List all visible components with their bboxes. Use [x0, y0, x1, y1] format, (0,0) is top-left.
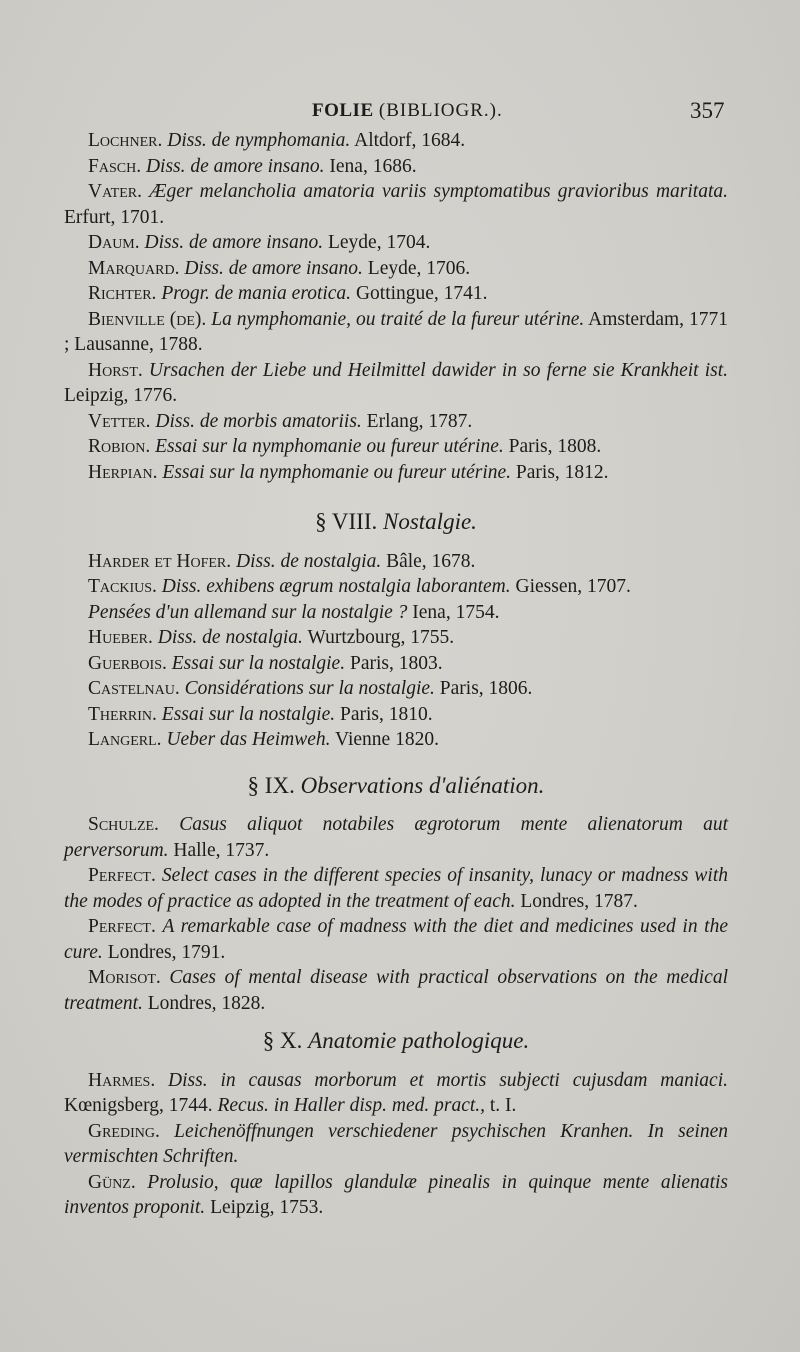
entry-title: Diss. de amore insano.	[145, 155, 325, 177]
bibliography-entry	[64, 812, 728, 863]
entry-title: Diss. de amore insano.	[144, 232, 324, 253]
entry-imprint: Giessen, 1707.	[510, 576, 631, 597]
entry-author: Horst.	[88, 359, 149, 381]
bibliography-entry	[64, 549, 728, 575]
entry-author: Hueber.	[88, 627, 158, 648]
entry-author: Guerbois.	[88, 652, 172, 674]
bibliography-entry	[64, 1170, 728, 1221]
entry-author: Vetter.	[88, 410, 156, 432]
entry-imprint: Vienne 1820.	[330, 729, 439, 750]
entry-title: Diss. de nymphomania.	[167, 130, 351, 151]
bibliography-entry	[64, 600, 728, 626]
bibliography-entry	[64, 1068, 728, 1119]
section-number: § VIII.	[315, 509, 383, 534]
entry-author: Perfect.	[88, 865, 162, 886]
entry-author: Tackius.	[88, 576, 162, 597]
running-head-title: FOLIE	[312, 100, 374, 121]
entry-author: Therrin.	[88, 703, 162, 725]
section-heading	[64, 1028, 728, 1054]
entry-title: Æger melancholia amatoria variis symptomatibus gravioribus maritata.	[149, 181, 728, 202]
entry-imprint: Iena, 1754.	[407, 601, 500, 623]
bibliography-entry	[64, 460, 728, 486]
bibliography-entry	[64, 574, 728, 600]
entry-author: Perfect.	[88, 916, 163, 937]
entry-title: Pensées d'un allemand sur la nostalgie ?	[88, 601, 408, 623]
section-number: § X.	[262, 1028, 309, 1053]
entry-author: Herpian.	[88, 461, 163, 483]
entry-title: Leichenöffnungen verschiedener psychischen Kranhen. In seinen vermischten Schriften.	[64, 1120, 729, 1167]
bibliography-entry	[64, 281, 728, 307]
entry-imprint: Leyde, 1706.	[362, 257, 471, 279]
entry-title: Progr. de mania erotica.	[161, 283, 352, 304]
section-heading	[64, 509, 728, 535]
entry-imprint: Leipzig, 1776.	[64, 385, 178, 406]
section-heading	[64, 773, 728, 799]
entry-title: Casus aliquot notabiles ægrotorum mente alienatorum aut perversorum.	[64, 814, 728, 861]
entry-imprint: Iena, 1686.	[324, 155, 417, 177]
section-title: Nostalgie.	[383, 509, 477, 534]
entry-imprint: Londres, 1787.	[515, 890, 638, 912]
bibliography-entry	[64, 128, 728, 154]
entry-imprint: Paris, 1803.	[345, 652, 443, 674]
entry-imprint: Londres, 1828.	[142, 992, 266, 1014]
entry-author: Harmes.	[88, 1069, 169, 1091]
entry-title: Essai sur la nymphomanie ou fureur utérine.	[155, 436, 504, 457]
entry-title: Essai sur la nostalgie.	[171, 652, 346, 674]
entry-author: Günz.	[88, 1171, 148, 1193]
entry-title: Essai sur la nymphomanie ou fureur utérine.	[162, 461, 512, 483]
bibliography-entry	[64, 651, 728, 677]
entry-reprint-title: Recus. in Haller disp. med. pract.,	[217, 1095, 486, 1116]
bibliography-entry	[64, 256, 728, 282]
entry-reprint-imprint: t. I.	[485, 1095, 517, 1116]
entry-author: Daum.	[88, 232, 145, 253]
entry-title: Prolusio, quæ lapillos glandulæ pinealis in quinque mente alienatis inventos proponit.	[64, 1171, 728, 1218]
bibliography-entry	[64, 727, 728, 753]
section-title: Anatomie pathologique.	[308, 1028, 530, 1053]
section-number: § IX.	[247, 772, 301, 798]
entry-title: Essai sur la nostalgie.	[161, 703, 336, 725]
entry-title: Diss. in causas morborum et mortis subjecti cujusdam maniaci.	[168, 1069, 728, 1091]
page-header	[0, 98, 800, 128]
entry-imprint: Leyde, 1704.	[323, 232, 431, 253]
bibliography-entry	[64, 358, 728, 409]
bibliography-entry	[64, 965, 728, 1016]
entry-title: Diss. de morbis amatoriis.	[155, 410, 362, 432]
running-head	[312, 100, 503, 122]
entry-imprint: Londres, 1791.	[102, 941, 226, 963]
bibliography-entry	[64, 230, 728, 256]
entry-title: La nymphomanie, ou traité de la fureur utérine.	[211, 308, 585, 330]
entry-title: Diss. de nostalgia.	[157, 627, 303, 648]
bibliography-entry	[64, 1119, 728, 1170]
entry-author: Marquard.	[88, 257, 185, 279]
entry-imprint: Halle, 1737.	[168, 839, 270, 861]
entry-imprint: Paris, 1808.	[503, 436, 602, 457]
entry-imprint: Gottingue, 1741.	[351, 283, 488, 304]
entry-author: Greding.	[88, 1120, 175, 1142]
entry-title: Select cases in the different species of insanity, lunacy or madness with the modes of practice as adopted in the treatment of each.	[64, 865, 728, 912]
entry-author: Richter.	[88, 283, 162, 304]
bibliography-entry	[64, 154, 728, 180]
entry-imprint: Paris, 1810.	[335, 703, 433, 725]
entry-imprint: Altdorf, 1684.	[350, 130, 466, 151]
entry-author: Schulze.	[88, 814, 180, 835]
bibliography-entry	[64, 625, 728, 651]
entry-author: Vater.	[88, 181, 150, 202]
entry-imprint: Kœnigsberg, 1744.	[64, 1095, 218, 1116]
entry-imprint: Paris, 1812.	[511, 461, 609, 483]
entry-title: Considérations sur la nostalgie.	[184, 678, 435, 699]
bibliography-entry	[64, 914, 728, 965]
bibliography-entry	[64, 179, 728, 230]
entry-title: Ursachen der Liebe und Heilmittel dawider in so ferne sie Krankheit ist.	[148, 359, 729, 381]
entry-title: A remarkable case of madness with the diet and medicines used in the cure.	[64, 916, 728, 963]
entry-imprint: Bâle, 1678.	[381, 550, 476, 572]
entry-title: Diss. exhibens ægrum nostalgia laborantem.	[161, 576, 511, 597]
entry-title: Ueber das Heimweh.	[166, 729, 331, 750]
entry-author: Castelnau.	[88, 678, 185, 699]
entry-title: Diss. de nostalgia.	[236, 550, 382, 572]
entry-author: Robion.	[88, 436, 156, 457]
section-title: Observations d'aliénation.	[300, 772, 545, 798]
bibliography-entry	[64, 702, 728, 728]
entry-author: Morisot.	[88, 967, 170, 988]
bibliography-entry	[64, 409, 728, 435]
entry-title: Cases of mental disease with practical observations on the medical treatment.	[64, 967, 728, 1014]
entry-imprint: Wurtzbourg, 1755.	[302, 627, 455, 648]
entry-imprint: Leipzig, 1753.	[205, 1197, 324, 1218]
bibliography-entry	[64, 434, 728, 460]
bibliography-entry	[64, 307, 728, 358]
bibliography-entry	[64, 676, 728, 702]
entry-title: Diss. de amore insano.	[184, 257, 363, 279]
entry-author: Fasch.	[88, 155, 146, 177]
entry-imprint: Erfurt, 1701.	[64, 206, 165, 228]
bibliography-body	[64, 128, 728, 1221]
entry-imprint: Paris, 1806.	[434, 678, 533, 699]
entry-author: Lochner.	[88, 130, 168, 151]
entry-imprint: Amsterdam, 1771 ; Lausanne, 1788.	[64, 308, 728, 355]
entry-author: Bienville (de).	[88, 308, 212, 330]
running-head-subtitle: (BIBLIOGR.).	[378, 100, 503, 121]
bibliography-entry	[64, 863, 728, 914]
entry-author: Harder et Hofer.	[88, 550, 237, 572]
page-number: 357	[690, 98, 725, 123]
entry-imprint: Erlang, 1787.	[361, 410, 473, 432]
entry-author: Langerl.	[88, 729, 167, 750]
